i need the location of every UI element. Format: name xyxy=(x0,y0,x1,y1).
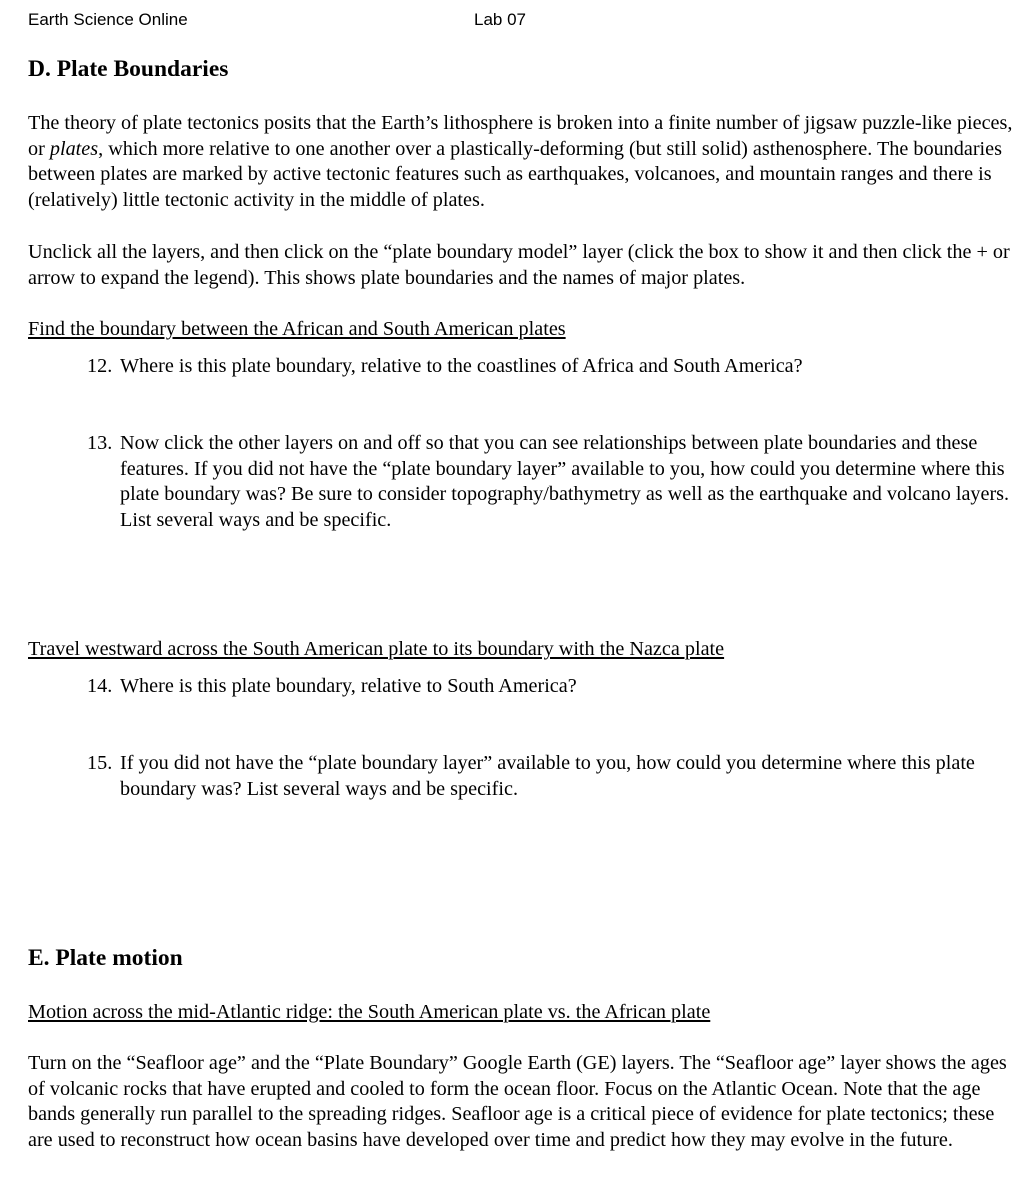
question-number: 12. xyxy=(87,355,113,377)
question-14 xyxy=(87,674,1021,700)
page-header xyxy=(28,8,998,34)
question-text: If you did not have the “plate boundary layer” available to you, how could you determine where this plate boundary was? List several ways and be specific. xyxy=(120,752,975,800)
question-text: Where is this plate boundary, relative to the coastlines of Africa and South America? xyxy=(120,355,803,377)
question-number: 14. xyxy=(87,675,113,697)
question-text: Now click the other layers on and off so that you can see relationships between plate boundaries and these features. If you did not have the “plate boundary layer” available to you, how could you determine where this plate boundary was? Be sure to consider topography/bathymetry as well as the earthquake and volcano layers. List several ways and be specific. xyxy=(120,432,1010,531)
seafloor-age-paragraph: Turn on the “Seafloor age” and the “Plate Boundary” Google Earth (GE) layers. The “Seafloor age” layer shows the ages of volcanic rocks that have erupted and cooled to form the ocean floor. Focus on the Atlantic Ocean. Note that the age bands generally run parallel to the spreading ridges. Seafloor age is a critical piece of evidence for plate tectonics; these are used to reconstruct how ocean basins have developed over time and predict how they may evolve in the future. xyxy=(28,1052,1007,1151)
question-13 xyxy=(87,431,1021,533)
section-d-title: D. Plate Boundaries xyxy=(28,56,229,82)
section-e-title: E. Plate motion xyxy=(28,945,183,971)
intro-emphasis-plates: plates xyxy=(49,137,99,160)
intro-text-b: , which more relative to one another over a plastically-deforming (but still solid) asthenosphere. The boundaries between plates are marked by active tectonic features such as earthquakes, volcanoes, and mountain ranges and there is (relatively) little tectonic activity in the middle of plates. xyxy=(28,137,1002,211)
course-title: Earth Science Online xyxy=(28,10,188,29)
question-number: 15. xyxy=(87,752,113,774)
section-d-intro-paragraph xyxy=(28,111,1013,213)
question-text: Where is this plate boundary, relative to South America? xyxy=(120,675,577,697)
question-12 xyxy=(87,354,1021,380)
intro-text-a: The theory of plate tectonics posits that the Earth’s lithosphere is broken into a finite number of jigsaw puzzle-like pieces, or xyxy=(28,112,1013,160)
subheading-mid-atlantic-ridge: Motion across the mid-Atlantic ridge: the South American plate vs. the African plate xyxy=(28,1001,711,1023)
question-15 xyxy=(87,751,1021,802)
subheading-nazca-boundary: Travel westward across the South American plate to its boundary with the Nazca plate xyxy=(28,638,725,660)
question-number: 13. xyxy=(87,432,113,454)
layer-instructions-paragraph: Unclick all the layers, and then click on the “plate boundary model” layer (click the box to show it and then click the + or arrow to expand the legend). This shows plate boundaries and the names of major plates. xyxy=(28,241,1010,289)
lab-number: Lab 07 xyxy=(474,10,526,29)
subheading-african-south-american: Find the boundary between the African and South American plates xyxy=(28,318,566,340)
